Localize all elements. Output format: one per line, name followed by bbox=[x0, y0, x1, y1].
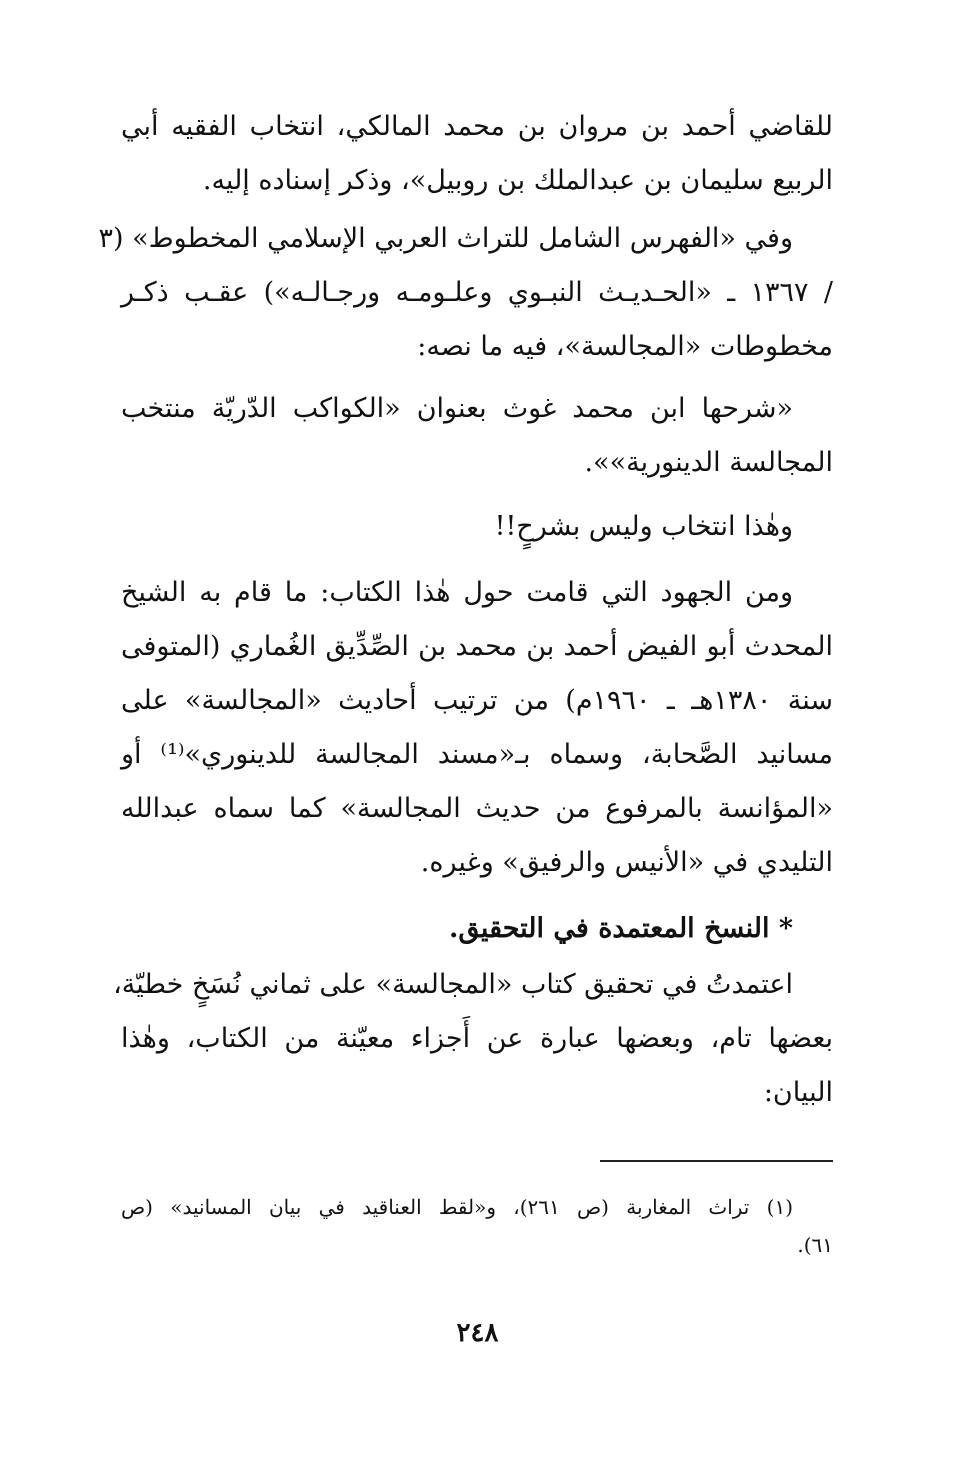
footnote bbox=[121, 1188, 833, 1264]
footnote-divider bbox=[600, 1160, 833, 1162]
paragraph-5 bbox=[121, 566, 833, 890]
paragraph-1 bbox=[121, 100, 833, 208]
page-number: ٢٤٨ bbox=[456, 1318, 499, 1348]
paragraph-line: بعضها تام، وبعضها عبارة عن أَجزاء معيّنة من الكتاب، وهٰذا bbox=[121, 1023, 833, 1054]
paragraph-6 bbox=[113, 958, 833, 1120]
paragraph-line: مخطوطات «المجالسة»، فيه ما نصه: bbox=[417, 331, 833, 362]
paragraph-line: البيان: bbox=[763, 1077, 833, 1108]
paragraph-line: وهٰذا انتخاب وليس بشرحٍ!! bbox=[494, 511, 793, 542]
paragraph-2 bbox=[98, 212, 834, 374]
quote-paragraph bbox=[121, 382, 833, 490]
section-heading: * النسخ المعتمدة في التحقيق. bbox=[449, 913, 793, 944]
paragraph-line: التليدي في «الأنيس والرفيق» وغيره. bbox=[420, 847, 833, 878]
paragraph-line: مسانيد الصَّحابة، وسماه بـ«مسند المجالسة للدينوري»⁽¹⁾ أو bbox=[121, 739, 833, 770]
paragraph-4 bbox=[121, 500, 833, 554]
paragraph-line: الربيع سليمان بن عبدالملك بن روبيل»، وذكر إسناده إليه. bbox=[202, 165, 833, 196]
paragraph-line: / ١٣٦٧ ـ «الحـديـث النبـوي وعلـومـه ورجـالـه») عقـب ذكـر bbox=[121, 277, 834, 308]
footnote-line: (١) تراث المغاربة (ص ٢٦١)، و«لقط العناقيد في بيان المسانيد» (ص bbox=[121, 1195, 794, 1219]
paragraph-line: المجالسة الدينورية»». bbox=[584, 447, 833, 478]
paragraph-line: المحدث أبو الفيض أحمد بن محمد بن الصِّدِّيق الغُماري (المتوفى bbox=[121, 631, 833, 662]
paragraph-line: ومن الجهود التي قامت حول هٰذا الكتاب: ما قام به الشيخ bbox=[121, 577, 793, 608]
paragraph-line: «المؤانسة بالمرفوع من حديث المجالسة» كما سماه عبدالله bbox=[121, 793, 833, 824]
paragraph-line: سنة ١٣٨٠هـ ـ ١٩٦٠م) من ترتيب أحاديث «المجالسة» على bbox=[121, 685, 833, 716]
paragraph-line: وفي «الفهرس الشامل للتراث العربي الإسلامي المخطوط» (٣ bbox=[98, 223, 793, 254]
paragraph-line: «شرحها ابن محمد غوث بعنوان «الكواكب الدّريّة منتخب bbox=[121, 393, 793, 424]
paragraph-line: اعتمدتُ في تحقيق كتاب «المجالسة» على ثماني نُسَخٍ خطيّة، bbox=[113, 969, 793, 1000]
paragraph-line: للقاضي أحمد بن مروان بن محمد المالكي، انتخاب الفقيه أبي bbox=[121, 111, 833, 142]
footnote-line: ٦١). bbox=[797, 1233, 833, 1257]
